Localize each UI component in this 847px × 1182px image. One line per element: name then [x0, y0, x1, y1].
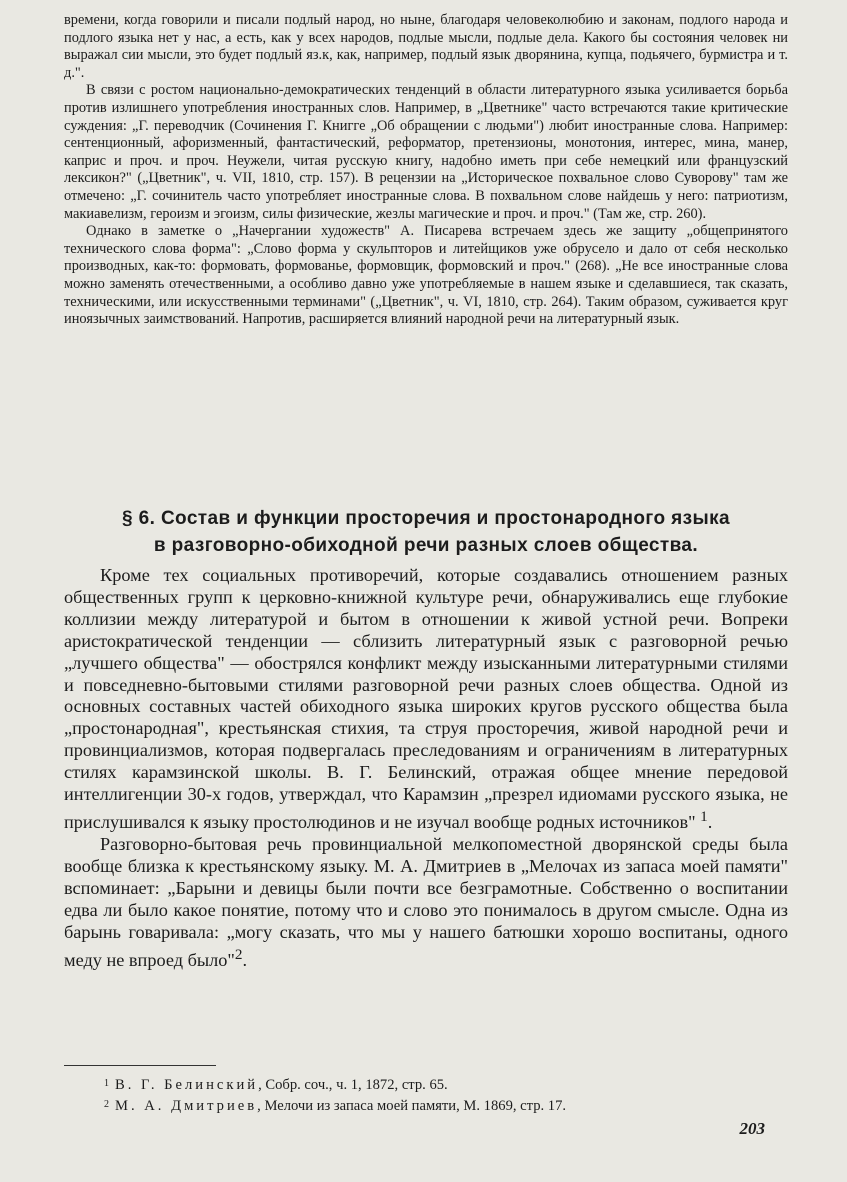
section-heading-line-2: в разговорно-обиходной речи разных слоев общества.	[153, 535, 699, 556]
footnote-1-number: 1	[104, 1078, 109, 1089]
main-text-block	[64, 565, 788, 972]
footnote-2-author: М. А. Дмитриев	[115, 1098, 258, 1114]
section-heading	[64, 505, 788, 559]
top-text-block	[64, 12, 788, 329]
footnote-1-text: , Собр. соч., ч. 1, 1872, стр. 65.	[258, 1077, 448, 1093]
page-number: 203	[739, 1119, 765, 1138]
footnote-1-author: В. Г. Белинский	[115, 1077, 259, 1093]
footnote-2	[64, 1095, 788, 1116]
footnote-ref-1[interactable]: 1	[700, 807, 708, 825]
footnote-2-text: , Мелочи из запаса моей памяти, М. 1869, стр. 17.	[257, 1098, 567, 1114]
paragraph-provincial-speech: Разговорно-бытовая речь провинциальной мелкопоместной дворянской среды была вообще близка к крестьянскому языку. М. А. Дмитриев в „Мелочах из запаса моей памяти" вспоминает: „Барыни и девицы были почти все безграмотные. Собственно о воспитании едва ли было какое понятие, потому что и слово это понималось в другом смысле. Одна из барынь говаривала: „могу сказать, что мы у нашего батюшки хорошо воспитаны, одного меду не впроед было"$^2$.	[64, 833, 788, 970]
paragraph-continuation: времени, когда говорили и писали подлый народ, но ныне, благодаря человеколюбию и законам, подлого народа и подлого языка нет у нас, а есть, как у всех народов, подлые мысли, подлые дела. Какого бы состояния человек ни выражал сии мысли, это будет подлый яз.к, как, например, подлый язык дворянина, купца, подьячего, бурмистра и т. д.".	[64, 12, 788, 81]
footnotes	[64, 1074, 788, 1116]
paragraph-social-contradictions-text: Кроме тех социальных противоречий, которые создавались отношением разных общественных групп к церковно-книжной культуре речи, обнаруживались еще глубокие коллизии между литературой и бытом в отношении к живой устной речи. Вопреки аристократической тенденции — сблизить литературный язык с разговорной речью „лучшего общества" — обострялся конфликт между изысканными литературными стилями и повседневно-бытовыми стилями разговорной речи разных слоев общества. Одной из основных составных частей обиходного языка широких кругов русского общества была „простонародная", крестьянская стихия, та струя просторечия, живой народной речи и провинциализмов, которая подвергалась преследованиям и ограничениям в литературных стилях карамзинской школы. В. Г. Белинский, отражая общее мнение передовой интеллигенции 30-х годов, утверждал, что Карамзин „презрел идиомами русского языка, не прислушивался к языку простолюдинов и не изучал вообще родных источников"	[64, 565, 788, 833]
paragraph-provincial-speech-text: Разговорно-бытовая речь провинциальной мелкопоместной дворянской среды была вообще близка к крестьянскому языку. М. А. Дмитриев в „Мелочах из запаса моей памяти" вспоминает: „Барыни и девицы были почти все безграмотные. Собственно о воспитании едва ли было какое понятие, потому что и слово это понималось в другом смысле. Одна из барынь говаривала: „могу сказать, что мы у нашего батюшки хорошо воспитаны, одного меду не впроед было"	[64, 833, 788, 970]
footnote-ref-2[interactable]: 2	[234, 945, 243, 963]
footnote-2-number: 2	[104, 1099, 109, 1110]
footnote-1	[64, 1074, 788, 1095]
footnote-divider	[64, 1065, 216, 1066]
paragraph-forma: Однако в заметке о „Начергании художеств" А. Писарева встречаем здесь же защиту „общепринятого технического слова форма": „Слово форма у скульпторов и литейщиков уже обрусело и дало от себя несколько производных, как-то: формовать, формованье, формовщик, формовский и проч." (268). „Не все иностранные слова можно заменять отечественными, а особливо давно уже употребляемые в нашем языке и сделавшиеся, так сказать, техническими, или искусственными терминами" („Цветник", ч. VI, 1810, стр. 264). Таким образом, суживается круг иноязычных заимствований. Напротив, расширяется влияний народной речи на литературный язык.	[64, 223, 788, 328]
paragraph-foreign-words: В связи с ростом национально-демократических тенденций в области литературного языка усиливается борьба против излишнего употребления иностранных слов. Например, в „Цветнике" часто встречаются такие критические суждения: „Г. переводчик (Сочинения Г. Книгге „Об обращении с людьми") любит иностранные слова. Например: сентенционный, афоризменный, фантастический, реформатор, претензионы, монотония, интерес, мина, манер, каприс и проч. и проч. Неужели, читая русскую книгу, надобно иметь при себе немецкий или французский лексикон?" („Цветник", ч. VII, 1810, стр. 157). В рецензии на „Историческое похвальное слово Суворову" там же отмечено: „Г. сочинитель часто употребляет иностранные слова. В похвальном слове найдешь у него: патриотизм, макиавелизм, героизм и эгоизм, силы физические, жезлы магические и проч. и проч." (Там же, стр. 260).	[64, 82, 788, 222]
paragraph-social-contradictions: Кроме тех социальных противоречий, которые создавались отношением разных общественных групп к церковно-книжной культуре речи, обнаруживались еще глубокие коллизии между литературой и бытом в отношении к живой устной речи. Вопреки аристократической тенденции — сблизить литературный язык с разговорной речью „лучшего общества" — обострялся конфликт между изысканными литературными стилями и повседневно-бытовыми стилями разговорной речи разных слоев общества. Одной из основных составных частей обиходного языка широких кругов русского общества была „простонародная", крестьянская стихия, та струя просторечия, живой народной речи и провинциализмов, которая подвергалась преследованиям и ограничениям в литературных стилях карамзинской школы. В. Г. Белинский, отражая общее мнение передовой интеллигенции 30-х годов, утверждал, что Карамзин „презрел идиомами русского языка, не прислушивался к языку простолюдинов и не изучал вообще родных источников" $^1$.	[64, 565, 788, 833]
section-heading-line-1: § 6. Состав и функции просторечия и простонародного языка	[121, 508, 731, 529]
